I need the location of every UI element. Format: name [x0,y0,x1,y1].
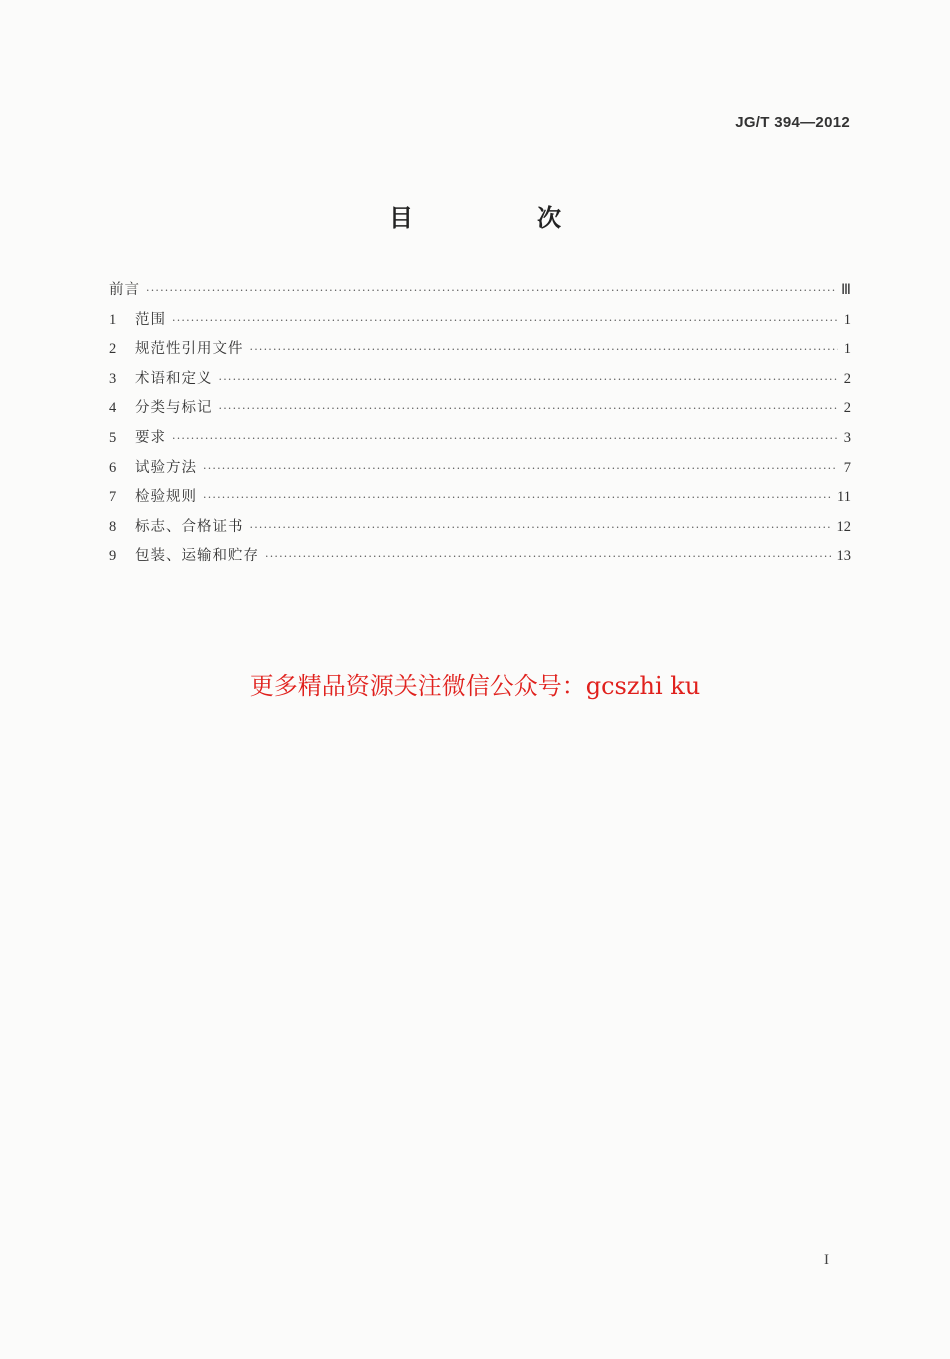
toc-leader-dots [250,521,831,534]
toc-page: 3 [843,429,851,446]
toc-entry-3[interactable] [109,367,851,397]
toc-page: 2 [843,400,851,417]
toc-entry-8[interactable] [109,515,851,545]
toc-leader-dots [146,284,835,297]
toc-leader-dots [219,373,838,386]
toc-entry-6[interactable] [109,456,851,486]
toc-entry-5[interactable] [109,426,851,456]
toc-number: 8 [109,518,117,535]
toc-entry-7[interactable] [109,485,851,515]
toc-leader-dots [172,314,838,327]
toc-number: 1 [109,311,117,328]
toc-leader-dots [203,491,831,504]
toc-entry-2[interactable] [109,337,851,367]
page-title: 目 次 [389,204,611,232]
toc-label: 规范性引用文件 [135,341,244,358]
toc-entry-foreword[interactable] [109,278,851,308]
toc-page: 11 [837,489,851,506]
toc-number: 7 [109,489,117,506]
toc-page: 1 [843,341,851,358]
toc-number: 6 [109,459,117,476]
toc-label: 试验方法 [135,459,197,476]
toc-leader-dots [265,550,831,563]
table-of-contents [109,278,851,574]
toc-page: 12 [836,518,851,535]
promo-notice: 更多精品资源关注微信公众号：gcszhi ku [249,672,701,700]
toc-page: 13 [836,548,851,565]
toc-page: 2 [843,370,851,387]
toc-label: 包装、运输和贮存 [135,548,259,565]
toc-number: 9 [109,548,117,565]
toc-page: Ⅲ [841,282,851,298]
toc-page: 7 [843,459,851,476]
toc-number: 5 [109,429,117,446]
toc-entry-1[interactable] [109,308,851,338]
toc-label: 要求 [135,429,166,446]
page-number: I [824,1252,829,1268]
toc-entry-9[interactable] [109,544,851,574]
toc-label: 范围 [135,311,166,328]
toc-leader-dots [219,402,838,415]
toc-leader-dots [203,462,838,475]
toc-entry-4[interactable] [109,396,851,426]
toc-number: 2 [109,341,117,358]
toc-page: 1 [843,311,851,328]
toc-label: 分类与标记 [135,400,213,417]
toc-number: 3 [109,370,117,387]
toc-label: 术语和定义 [135,370,213,387]
standard-code: JG/T 394—2012 [735,114,850,131]
toc-label: 标志、合格证书 [135,518,244,535]
toc-number: 4 [109,400,117,417]
toc-label: 检验规则 [135,489,197,506]
toc-leader-dots [172,432,838,445]
toc-leader-dots [250,343,838,356]
toc-label: 前言 [109,282,140,298]
